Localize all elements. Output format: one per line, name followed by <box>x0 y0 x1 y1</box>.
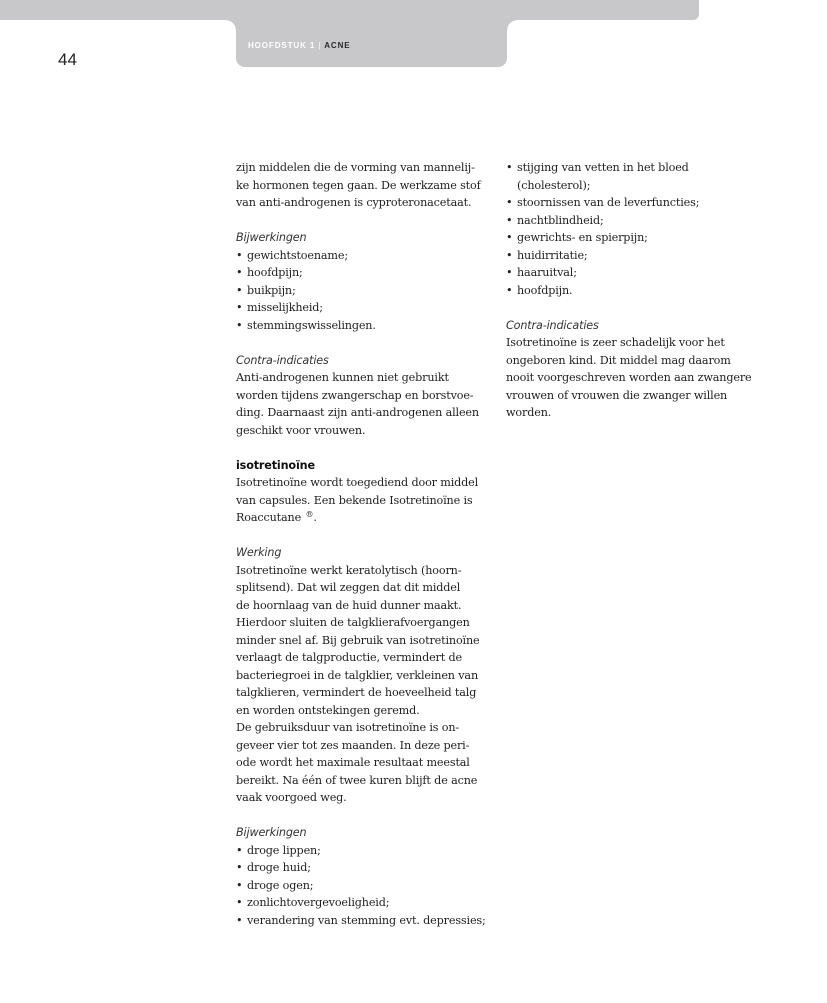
right-column <box>506 159 766 422</box>
text-line: nooit voorgeschreven worden aan zwangere <box>506 371 752 384</box>
list-item: • buikpijn; <box>236 282 492 300</box>
section-heading-side-effects: Bijwerkingen <box>236 231 307 244</box>
text-line: Roaccutane ®. <box>236 510 317 524</box>
text-line: Anti-androgenen kunnen niet gebruikt <box>236 371 449 384</box>
list-item-continuation: (cholesterol); <box>517 178 591 192</box>
left-column <box>236 159 492 929</box>
section-heading-side-effects-2: Bijwerkingen <box>236 826 307 839</box>
header-tab-corner-right <box>507 20 517 30</box>
bullet-icon: • <box>236 861 243 874</box>
chapter-tab <box>236 0 507 67</box>
intro-paragraph <box>236 159 492 212</box>
side-effects-list-continued <box>506 159 766 299</box>
bullet-icon: • <box>506 283 513 297</box>
list-item: • droge lippen; <box>236 842 492 860</box>
header-separator: | <box>318 41 322 50</box>
bullet-icon: • <box>236 248 243 262</box>
list-item: • stoornissen van de leverfuncties; <box>506 194 766 212</box>
text-line: De gebruiksduur van isotretinoïne is on- <box>236 721 460 734</box>
contra-paragraph-2 <box>506 334 766 422</box>
list-item: • hoofdpijn; <box>236 264 492 282</box>
side-effects-list-2 <box>236 842 492 930</box>
text-line: zijn middelen die de vorming van mannelij- <box>236 161 475 174</box>
text-line: geveer vier tot zes maanden. In deze peri- <box>236 738 470 752</box>
bullet-icon: • <box>236 913 243 927</box>
bullet-icon: • <box>506 231 513 244</box>
text-line: geschikt voor vrouwen. <box>236 423 366 437</box>
text-line: talgklieren, vermindert de hoeveelheid talg <box>236 686 477 699</box>
list-item: • stijging van vetten in het bloed <box>506 159 766 177</box>
working-paragraph <box>236 562 492 807</box>
bullet-icon: • <box>236 878 243 892</box>
list-item: • droge huid; <box>236 859 492 877</box>
list-item: • gewrichts- en spierpijn; <box>506 229 766 247</box>
text-line: bereikt. Na één of twee kuren blijft de acne <box>236 773 478 787</box>
section-heading-contra-indications-2: Contra-indicaties <box>506 318 599 332</box>
text-line: van anti-androgenen is cyproteronacetaat. <box>236 196 472 209</box>
text-line: vrouwen of vrouwen die zwanger willen <box>506 388 728 402</box>
text-line: vaak voorgoed weg. <box>236 791 347 804</box>
list-item: • zonlichtovergevoeligheid; <box>236 894 492 912</box>
running-header <box>248 41 351 50</box>
section-heading-working: Werking <box>236 546 282 559</box>
text-line: en worden ontstekingen geremd. <box>236 703 420 717</box>
list-item: • haaruitval; <box>506 264 766 282</box>
text-line: verlaagt de talgproductie, vermindert de <box>236 651 462 664</box>
header-tab-corner-left <box>226 20 236 30</box>
bullet-icon: • <box>506 161 513 174</box>
text-line: bacteriegroei in de talgklier, verkleinen van <box>236 668 479 682</box>
brand-name: Roaccutane <box>236 511 302 524</box>
registered-mark: ® <box>305 510 314 519</box>
list-item: • droge ogen; <box>236 877 492 895</box>
text-line: Hierdoor sluiten de talgklierafvoergangen <box>236 616 470 629</box>
section-heading-contra-indications: Contra-indicaties <box>236 353 329 367</box>
page-number: 44 <box>58 50 77 69</box>
bullet-icon: • <box>506 266 513 279</box>
list-item: • gewichtstoename; <box>236 247 492 265</box>
text-line: Isotretinoïne is zeer schadelijk voor het <box>506 336 725 349</box>
text-line: ding. Daarnaast zijn anti-androgenen alleen <box>236 406 479 419</box>
bullet-icon: • <box>236 896 243 909</box>
text-line: ke hormonen tegen gaan. De werkzame stof <box>236 178 481 192</box>
bullet-icon: • <box>506 196 513 209</box>
text-line: Isotretinoïne wordt toegediend door middel <box>236 476 479 489</box>
side-effects-list <box>236 247 492 335</box>
list-item: • huidirritatie; <box>506 247 766 265</box>
chapter-title: ACNE <box>324 41 351 50</box>
list-item: • hoofdpijn. <box>506 282 766 300</box>
text-line: van capsules. Een bekende Isotretinoïne is <box>236 493 473 507</box>
bullet-icon: • <box>236 318 243 332</box>
text-line: ode wordt het maximale resultaat meestal <box>236 756 470 769</box>
text-line: splitsend). Dat wil zeggen dat dit middel <box>236 581 461 594</box>
bullet-icon: • <box>236 266 243 279</box>
bullet-icon: • <box>506 248 513 262</box>
list-item: • nachtblindheid; <box>506 212 766 230</box>
text-line: Isotretinoïne werkt keratolytisch (hoorn- <box>236 563 462 577</box>
list-item: • verandering van stemming evt. depressies; <box>236 912 492 930</box>
list-item: • stemmingswisselingen. <box>236 317 492 335</box>
text-line: minder snel af. Bij gebruik van isotretinoïne <box>236 633 480 647</box>
text-line: worden tijdens zwangerschap en borstvoe- <box>236 388 474 402</box>
contra-paragraph <box>236 369 492 439</box>
bullet-icon: • <box>506 213 513 227</box>
text-line: worden. <box>506 406 552 419</box>
isotretinoin-paragraph <box>236 474 492 527</box>
bullet-icon: • <box>236 843 243 857</box>
bullet-icon: • <box>236 301 243 314</box>
bullet-icon: • <box>236 283 243 297</box>
text-line: ongeboren kind. Dit middel mag daarom <box>506 353 731 367</box>
chapter-label: HOOFDSTUK 1 <box>248 41 316 50</box>
list-item: • misselijkheid; <box>236 299 492 317</box>
text-line: de hoornlaag van de huid dunner maakt. <box>236 598 462 612</box>
section-heading-isotretinoin: isotretinoïne <box>236 458 315 472</box>
